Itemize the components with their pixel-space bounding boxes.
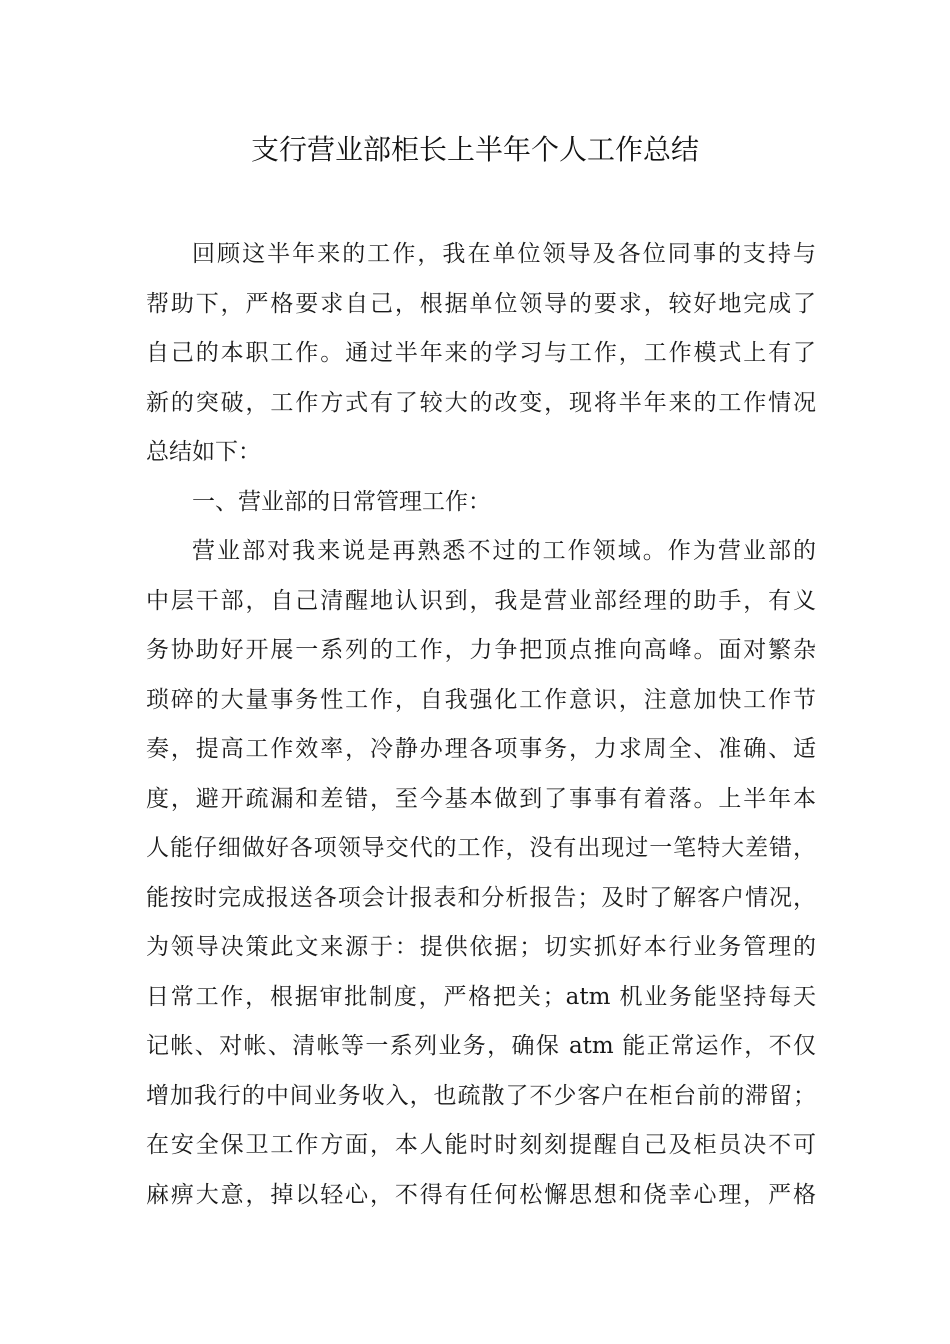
paragraph-line: 记帐、对帐、清帐等一系列业务，确保 atm 能正常运作，不仅 <box>146 1033 816 1059</box>
document-body <box>146 230 816 1220</box>
paragraph-line: 能按时完成报送各项会计报表和分析报告；及时了解客户情况， <box>146 884 816 911</box>
paragraph-line: 人能仔细做好各项领导交代的工作，没有出现过一笔特大差错， <box>146 835 816 861</box>
paragraph-line: 自己的本职工作。通过半年来的学习与工作，工作模式上有了 <box>146 340 816 366</box>
paragraph-line: 营业部对我来说是再熟悉不过的工作领域。作为营业部的 <box>192 538 816 564</box>
paragraph-line: 总结如下： <box>146 439 261 465</box>
paragraph-line: 帮助下，严格要求自己，根据单位领导的要求，较好地完成了 <box>146 290 816 317</box>
document-title: 支行营业部柜长上半年个人工作总结 <box>250 133 699 166</box>
paragraph-line: 在安全保卫工作方面，本人能时时刻刻提醒自己及柜员决不可 <box>146 1132 816 1158</box>
paragraph-line: 麻痹大意，掉以轻心，不得有任何松懈思想和侥幸心理，严格 <box>146 1181 816 1208</box>
paragraph-line: 琐碎的大量事务性工作，自我强化工作意识，注意加快工作节 <box>146 686 816 713</box>
paragraph-line: 增加我行的中间业务收入，也疏散了不少客户在柜台前的滞留； <box>146 1082 816 1109</box>
paragraph-line: 日常工作，根据审批制度，严格把关；atm 机业务能坚持每天 <box>146 983 816 1010</box>
paragraph-line: 中层干部，自己清醒地认识到，我是营业部经理的助手，有义 <box>146 587 816 614</box>
paragraph-line: 为领导决策此文来源于：提供依据；切实抓好本行业务管理的 <box>146 934 816 960</box>
paragraph-line: 回顾这半年来的工作，我在单位领导及各位同事的支持与 <box>192 241 816 267</box>
section-heading: 一、营业部的日常管理工作： <box>192 488 491 515</box>
paragraph-line: 务协助好开展一系列的工作，力争把顶点推向高峰。面对繁杂 <box>146 637 816 663</box>
paragraph-line: 新的突破，工作方式有了较大的改变，现将半年来的工作情况 <box>146 389 816 416</box>
paragraph-line: 奏，提高工作效率，冷静办理各项事务，力求周全、准确、适 <box>146 736 816 762</box>
paragraph-line: 度，避开疏漏和差错，至今基本做到了事事有着落。上半年本 <box>146 785 816 812</box>
